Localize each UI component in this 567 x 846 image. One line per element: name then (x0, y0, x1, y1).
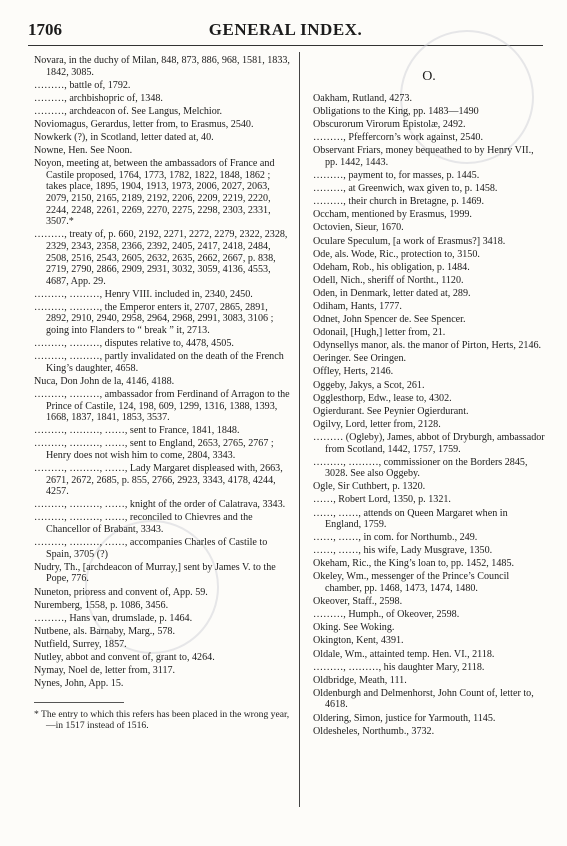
index-entry: ………, Humph., of Okeover, 2598. (313, 609, 460, 621)
index-entry: ………, treaty of, p. 660, 2192, 2271, 2272, 2279, 2322, 2328, 2329, 2343, 2358, 2366, 2392, 2405, 2417, 2418, 2484, 2508, 2516, 2543, 2605, 2632, 2635, 2662, 2667, p. 838, 2719, 2790, 2866, 2909, 2931, 3032, 3059, 4136, 4553, 4687, App. 29. (34, 229, 288, 287)
index-entry: Oculare Speculum, [a work of Erasmus?] 3418. (313, 235, 506, 247)
index-entry: ………, ………, ……, reconciled to Chievres and the Chancellor of Brabant, 3343. (34, 512, 253, 536)
right-column (313, 55, 545, 739)
index-entry: Ogle, Sir Cuthbert, p. 1320. (313, 481, 426, 493)
index-entry: Ode, als. Wode, Ric., protection to, 3150. (313, 248, 480, 260)
index-entry: Odonail, [Hugh,] letter from, 21. (313, 327, 446, 339)
index-entry: Oldering, Simon, justice for Yarmouth, 1145. (313, 712, 496, 724)
index-entry: ………, ………, Henry VIII. included in, 2340, 2450. (34, 288, 253, 300)
index-entry: Octovien, Sieur, 1670. (313, 222, 404, 234)
index-entry: Oldale, Wm., attainted temp. Hen. VI., 2118. (313, 648, 495, 660)
index-entry: Noviomagus, Gerardus, letter from, to Erasmus, 2540. (34, 118, 254, 130)
column-divider (299, 52, 300, 807)
page-number: 1706 (28, 20, 62, 39)
index-entry: ……, ……, in com. for Northumb., 249. (313, 532, 478, 544)
left-entry-list (34, 55, 292, 690)
footnote: * The entry to which this refers has been placed in the wrong year,—in 1517 instead of 1516. (34, 708, 290, 731)
index-entry: ………, their church in Bretagne, p. 1469. (313, 196, 484, 208)
index-entry: ………, ………, commissioner on the Borders 2845, 3028. See also Oggeby. (313, 456, 528, 480)
index-entry: ………, ………, ……, knight of the order of Calatrava, 3343. (34, 499, 286, 511)
index-entry: Odiham, Hants, 1777. (313, 301, 402, 312)
index-entry: Nutfield, Surrey, 1857. (34, 638, 127, 650)
index-entry: Nutbene, als. Barnaby, Marg., 578. (34, 625, 176, 637)
index-entry: ………, ………, the Emperor enters it, 2707, 2865, 2891, 2892, 2910, 2940, 2958, 2964, 2968, 2991, 3083, 3106 ; going into Flanders to “ break ” it, 2713. (34, 301, 274, 337)
index-entry: ………, Hans van, drumslade, p. 1464. (34, 612, 193, 624)
index-entry: Oking. See Woking. (313, 622, 395, 634)
right-entry-list (313, 93, 545, 737)
index-entry: Oggeby, Jakys, a Scot, 261. (313, 379, 425, 391)
running-title: GENERAL INDEX. (208, 20, 363, 39)
index-entry: ………, at Greenwich, wax given to, p. 1458. (313, 183, 498, 195)
index-entry: ………, ………, ……, sent to England, 2653, 2765, 2767 ; Henry does not wish him to come, 2804, 3343. (34, 438, 274, 461)
index-entry: Nynes, John, App. 15. (34, 678, 124, 690)
index-entry: Obligations to the King, pp. 1483—1490 (313, 106, 479, 118)
index-entry: Noyon, meeting at, between the ambassadors of France and Castile proposed, 1764, 1773, 1782, 1822, 1848, 1862 ; takes place, 1895, 1904, 1913, 1973, 2006, 2027, 2063, 2079, 2150, 2165, 2189, 2192, 2206, 2209, 2219, 2220, 2244, 2248, 2261, 2269, 2270, 2275, 2298, 2303, 2331, 3507.* (34, 158, 275, 228)
index-entry: Novara, in the duchy of Milan, 848, 873, 886, 968, 1581, 1833, 1842, 3085. (34, 55, 290, 78)
index-entry: ………, battle of, 1792. (34, 79, 131, 91)
index-entry: Occham, mentioned by Erasmus, 1999. (313, 209, 472, 221)
index-entry: ……… (Ogleby), James, abbot of Dryburgh, ambassador from Scotland, 1442, 1757, 1759. (313, 431, 545, 455)
index-entry: ………, archbishopric of, 1348. (34, 92, 163, 104)
index-entry: ………, ………, disputes relative to, 4478, 4505. (34, 338, 234, 350)
index-entry: Odeham, Rob., his obligation, p. 1484. (313, 261, 470, 273)
index-entry: ………, ………, partly invalidated on the death of the French King’s daughter, 4658. (34, 351, 284, 374)
index-entry: Okington, Kent, 4391. (313, 635, 404, 647)
index-entry: Oldesheles, Northumb., 3732. (313, 725, 435, 737)
footnote-rule (34, 702, 124, 703)
left-column (34, 55, 292, 731)
index-entry: Ogglesthorp, Edw., lease to, 4302. (313, 392, 452, 404)
index-entry: Observant Friars, money bequeathed to by Henry VII., pp. 1442, 1443. (313, 145, 534, 168)
index-entry: Nuneton, prioress and convent of, App. 59. (34, 586, 208, 598)
section-letter: O. (422, 69, 436, 84)
index-entry: Odell, Nich., sheriff of Northt., 1120. (313, 274, 464, 286)
index-entry: Okeley, Wm., messenger of the Prince’s Council chamber, pp. 1468, 1473, 1474, 1480. (313, 571, 510, 595)
index-entry: ………, payment to, for masses, p. 1445. (313, 170, 480, 182)
index-entry: Ogierdurant. See Peynier Ogierdurant. (313, 405, 469, 417)
index-entry: Oden, in Denmark, letter dated at, 289. (313, 287, 471, 299)
index-entry: Ogilvy, Lord, letter from, 2128. (313, 418, 441, 430)
index-entry: ……, ……, attends on Queen Margaret when in England, 1759. (313, 507, 508, 531)
index-entry: ………, ………, his daughter Mary, 2118. (313, 661, 485, 673)
index-entry: Oakham, Rutland, 4273. (313, 93, 412, 104)
index-entry: ……, Robert Lord, 1350, p. 1321. (313, 494, 451, 506)
index-entry: Nutley, abbot and convent of, grant to, 4264. (34, 652, 215, 663)
index-entry: Oeringer. See Oringen. (313, 353, 407, 365)
index-entry: Nymay, Noel de, letter from, 3117. (34, 665, 176, 677)
index-entry: ………, ………, ……, Lady Margaret displeased with, 2663, 2671, 2672, 2685, p. 855, 2766, 2923, 3343, 4178, 4244, 4257. (34, 463, 283, 498)
index-entry: ………, archdeacon of. See Langus, Melchior. (34, 105, 223, 117)
index-entry: Offley, Herts, 2146. (313, 366, 394, 378)
index-entry: Oldenburgh and Delmenhorst, John Count of, letter to, 4618. (313, 687, 534, 711)
index-entry: ………, Pfeffercorn’s work against, 2540. (313, 132, 483, 144)
index-entry: ………, ………, ……, accompanies Charles of Castile to Spain, 3705 (?) (34, 537, 268, 560)
index-entry: Odnet, John Spencer de. See Spencer. (313, 314, 466, 326)
index-entry: Nudry, Th., [archdeacon of Murray,] sent by James V. to the Pope, 776. (34, 561, 276, 585)
index-entry: Nuremberg, 1558, p. 1086, 3456. (34, 599, 169, 611)
index-entry: Obscurorum Virorum Epistolæ, 2492. (313, 119, 466, 131)
index-entry: Okeham, Ric., the King’s loan to, pp. 1452, 1485. (313, 558, 515, 570)
index-entry: Nowne, Hen. See Noon. (34, 145, 133, 157)
index-entry: Okeover, Staff., 2598. (313, 596, 403, 608)
index-entry: Nuca, Don John de la, 4146, 4188. (34, 375, 175, 387)
index-entry: Odynsellys manor, als. the manor of Pirton, Herts, 2146. (313, 340, 542, 352)
index-entry: Oldbridge, Meath, 111. (313, 674, 407, 686)
index-entry: ………, ………, ……, sent to France, 1841, 1848. (34, 425, 240, 437)
index-entry: ………, ………, ambassador from Ferdinand of Arragon to the Prince of Castile, 124, 198, 609, 1299, 1316, 1388, 1393, 1668, 1837, 1841, 1853, 3537. (34, 389, 290, 424)
index-entry: Nowkerk (?), in Scotland, letter dated at, 40. (34, 132, 214, 144)
index-entry: ……, ……, his wife, Lady Musgrave, 1350. (313, 545, 493, 557)
